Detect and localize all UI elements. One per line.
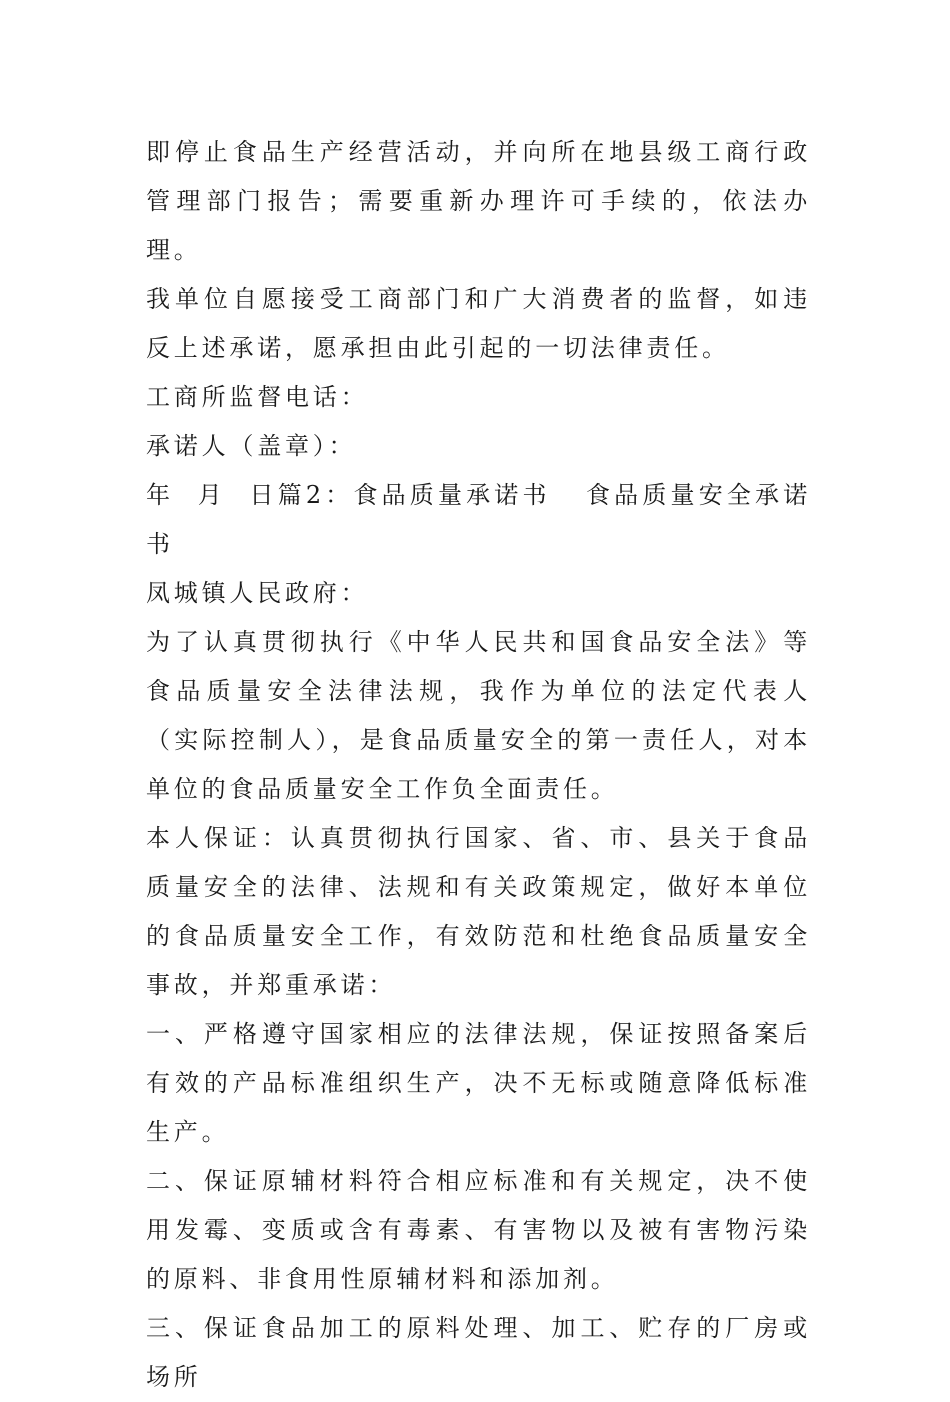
paragraph-3: 工商所监督电话： xyxy=(146,383,369,411)
paragraph-11: 三、保证食品加工的原料处理、加工、贮存的厂房或场所 xyxy=(146,1314,811,1391)
paragraph-4: 承诺人（盖章）： xyxy=(146,432,357,460)
paragraph-8: 本人保证：认真贯彻执行国家、省、市、县关于食品质量安全的法律、法规和有关政策规定，做好本单位的食品质量安全工作，有效防范和杜绝食品质量安全事故，并郑重承诺： xyxy=(146,824,811,999)
paragraph-2: 我单位自愿接受工商部门和广大消费者的监督，如违反上述承诺，愿承担由此引起的一切法律责任。 xyxy=(146,285,811,362)
paragraph-9: 一、严格遵守国家相应的法律法规，保证按照备案后有效的产品标准组织生产，决不无标或随意降低标准生产。 xyxy=(146,1020,811,1146)
paragraph-5: 年 月 日篇2：食品质量承诺书 食品质量安全承诺书 xyxy=(146,481,811,558)
paragraph-10: 二、保证原辅材料符合相应标准和有关规定，决不使用发霉、变质或含有毒素、有害物以及被有害物污染的原料、非食用性原辅材料和添加剂。 xyxy=(146,1167,811,1293)
paragraph-7: 为了认真贯彻执行《中华人民共和国食品安全法》等食品质量安全法律法规，我作为单位的法定代表人（实际控制人），是食品质量安全的第一责任人，对本单位的食品质量安全工作负全面责任。 xyxy=(146,628,811,803)
document-body xyxy=(146,128,811,1402)
paragraph-6: 凤城镇人民政府： xyxy=(146,579,369,607)
paragraph-1: 即停止食品生产经营活动，并向所在地县级工商行政管理部门报告；需要重新办理许可手续的，依法办理。 xyxy=(146,138,811,264)
